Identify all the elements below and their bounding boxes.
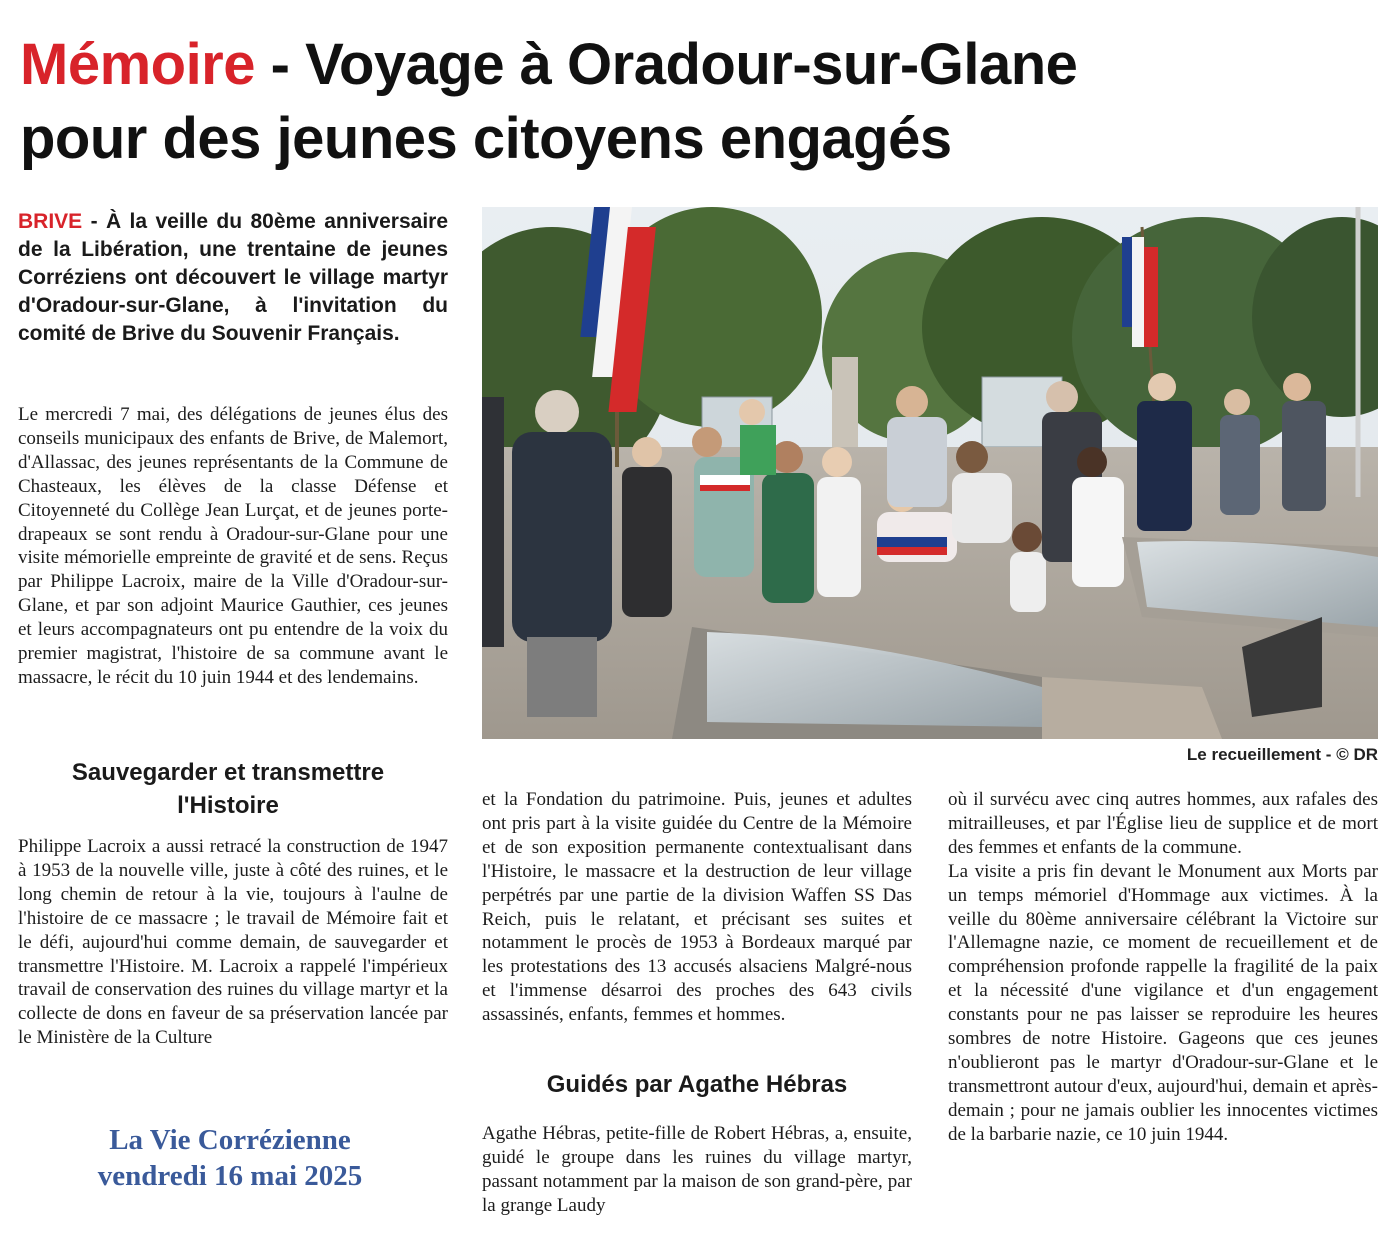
column-3-paragraph-2: La visite a pris fin devant le Monument aux Morts par un temps mémoriel d'Hommage aux victimes. À la veille du 80ème anniversaire célébrant la Victoire sur l'Allemagne nazie, ce moment de recueillement et de compréhension profonde rappelle la fragilité de la paix et la nécessité d'une vigilance et d'un engagement constants pour ne pas laisser se reproduire les heures sombres de notre Histoire. Gageons que ces jeunes n'oublieront pas le martyr d'Oradour-sur-Glane et le transmettront autour d'eux, aujourd'hui, demain et après-demain ; pour ne jamais oublier les innocentes victimes de la barbarie nazie, ce 10 juin 1944. — [948, 860, 1378, 1145]
column-3-paragraph-1: où il survécu avec cinq autres hommes, aux rafales des mitrailleuses, et par l'Église lieu de supplice et de mort des femmes et enfants de la commune. — [948, 789, 1378, 858]
publication-source — [30, 1122, 430, 1194]
headline-line-1 — [20, 28, 1380, 102]
publication-name: La Vie Corrézienne — [109, 1124, 351, 1156]
headline-kicker: Mémoire — [20, 32, 256, 97]
subheading-sauvegarder: Sauvegarder et transmettre l'Histoire — [71, 759, 385, 819]
photo-caption: Le recueillement - © DR — [1186, 745, 1378, 764]
subheading-guides: Guidés par Agathe Hébras — [546, 1071, 848, 1098]
lead-text: - À la veille du 80ème anniversaire de la Libération, une trentaine de jeunes Corréziens ont découvert le village martyr d'Oradour-sur-Glane, à l'invitation du comité de Brive du Souvenir Français. — [18, 210, 448, 345]
headline-line1-text: Voyage à Oradour-sur-Glane — [305, 32, 1078, 97]
publication-date: vendredi 16 mai 2025 — [97, 1160, 363, 1192]
lead-place: BRIVE — [18, 210, 83, 233]
article-headline — [20, 28, 1380, 176]
column-3 — [948, 788, 1378, 1147]
memorial-scene-illustration — [482, 207, 1378, 739]
column-2-paragraph-2: Agathe Hébras, petite-fille de Robert Hébras, a, ensuite, guidé le groupe dans les ruines du village martyr, passant notamment par la maison de son grand-père, par la grange Laudy — [482, 1123, 912, 1216]
column-1-paragraph-2: Philippe Lacroix a aussi retracé la construction de 1947 à 1953 de la nouvelle ville, juste à côté des ruines, et le long chemin de retour à la vie, toujours à l'aulne de l'histoire de ce massacre ; le travail de Mémoire fait et le défi, aujourd'hui comme demain, de sauvegarder et transmettre l'Histoire. M. Lacroix a rappelé l'impérieux travail de conservation des ruines du village martyr et la collecte de dons en faveur de sa préservation lancée par le Ministère de la Culture — [18, 836, 448, 1049]
headline-line-2: pour des jeunes citoyens engagés — [20, 106, 952, 171]
article-photo — [482, 207, 1378, 739]
column-1-paragraph-1: Le mercredi 7 mai, des délégations de jeunes élus des conseils municipaux des enfants de Brive, de Malemort, d'Allassac, des jeunes représentants de la Commune de Chasteaux, les élèves de la classe Défense et Citoyenneté du Collège Jean Lurçat, et de jeunes porte-drapeaux se sont rendu à Oradour-sur-Glane pour une visite mémorielle empreinte de gravité et de sens. Reçus par Philippe Lacroix, maire de la Ville d'Oradour-sur-Glane, et par son adjoint Maurice Gauthier, ces jeunes et leurs accompagnateurs ont pu entendre de la voix du premier magistrat, l'histoire de sa commune avant le massacre, le récit du 10 juin 1944 et des lendemains. — [18, 404, 448, 688]
headline-separator: - — [255, 32, 306, 97]
article-lead — [18, 208, 448, 348]
column-2-paragraph-1: et la Fondation du patrimoine. Puis, jeunes et adultes ont pris part à la visite guidée du Centre de la Mémoire et de son exposition permanente contextualisant dans l'Histoire, le massacre et la destruction de leur village perpétrés par une partie de la division Waffen SS Das Reich, puis le relatant, et précisant ses suites et notamment le procès de 1953 à Bordeaux marqué par les protestations des 13 accusés alsaciens Malgré-nous et l'immense désarroi des proches des 643 civils assassinés, enfants, femmes et hommes. — [482, 789, 912, 1026]
